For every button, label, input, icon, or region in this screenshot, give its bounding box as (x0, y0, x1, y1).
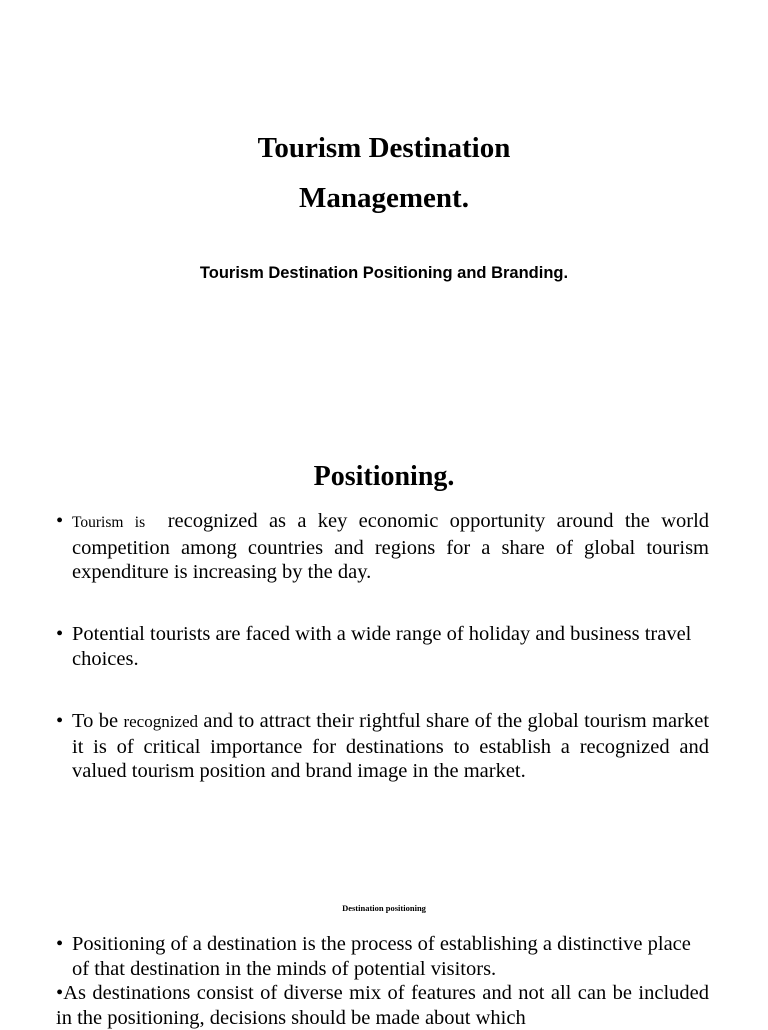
bullet-item-recognition (56, 709, 709, 784)
bullet-item-tourism-opportunity (56, 509, 709, 585)
bullet-lead-initial: T (72, 514, 81, 531)
bullet-text: Potential tourists are faced with a wide range of holiday and business travel choices. (72, 623, 692, 670)
bullet-lead: To be (72, 710, 119, 732)
bullet-point: • (56, 933, 64, 955)
bullet-text: Positioning of a destination is the process of establishing a distinctive place of that destination in the minds of potential visitors. (72, 933, 691, 980)
bullet-item-potential-tourists (56, 622, 709, 671)
small-heading-destination-positioning: Destination positioning (342, 903, 426, 913)
bullet-lead-is: is (134, 514, 146, 531)
document-subtitle: Tourism Destination Positioning and Branding. (199, 264, 569, 282)
bullet-item-diverse-mix (56, 981, 709, 1030)
bullet-point: • (56, 982, 64, 1004)
document-title-line-2: Management. (299, 182, 469, 214)
bullet-text: As destinations consist of diverse mix of features and not all can be included in the positioning, decisions should be made about which (56, 982, 709, 1029)
bullet-lead-word: ourism (80, 514, 124, 531)
bullet-point: • (56, 510, 64, 532)
bullet-text: and to attract their rightful share of the global tourism market it is of critical importance for destinations to establish a recognized and valued tourism position and brand image in the market. (72, 710, 710, 782)
section-heading-positioning: Positioning. (313, 461, 455, 492)
bullet-point: • (56, 710, 64, 732)
bullet-text: recognized as a key economic opportunity around the world competition among countries and regions for a share of global tourism expenditure is increasing by the day. (72, 510, 710, 583)
bullet-item-positioning-definition (56, 932, 709, 981)
document-title-line-1: Tourism Destination (257, 132, 511, 164)
bullet-point: • (56, 623, 64, 645)
bullet-emphasis: recognized (123, 712, 199, 731)
